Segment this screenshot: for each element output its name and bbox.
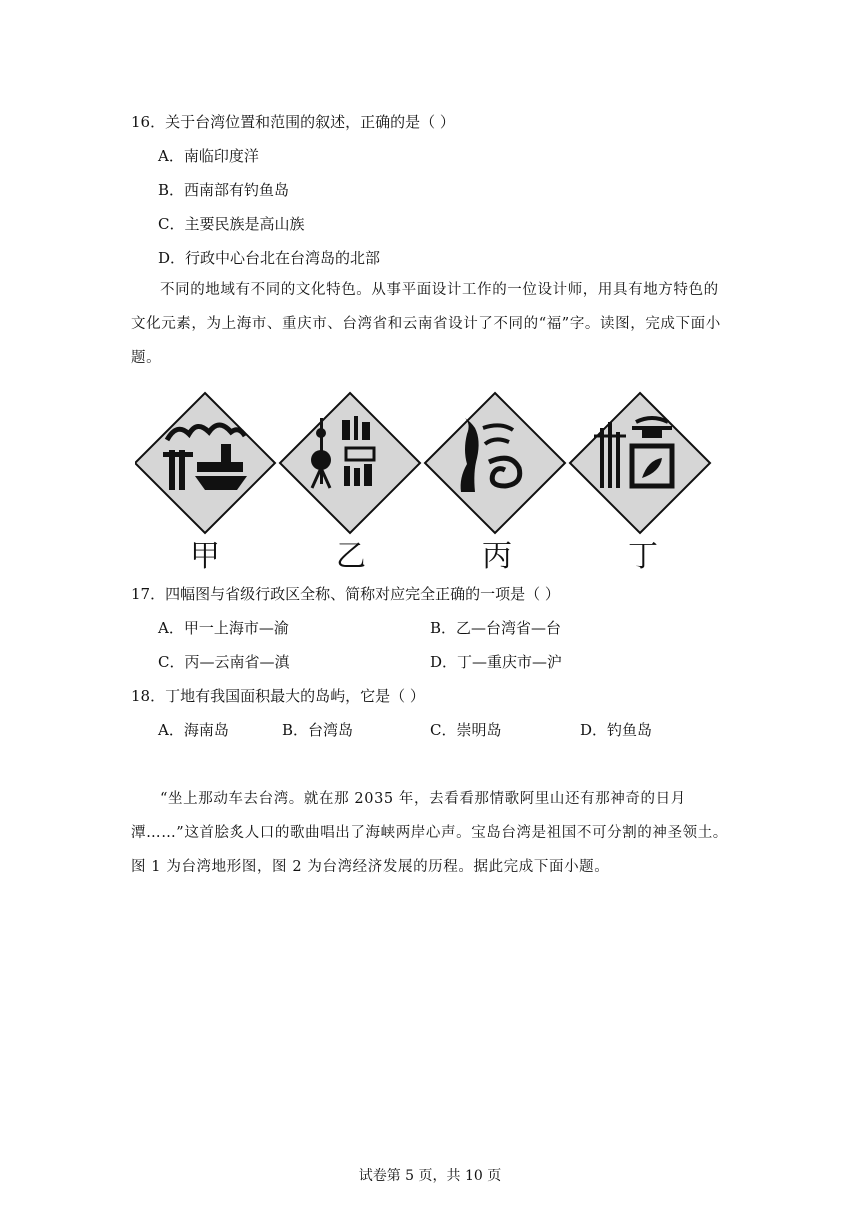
diamond-jia <box>135 393 275 533</box>
q17-option-c: C．丙—云南省—滇 <box>158 653 290 671</box>
figure-label-yi: 乙 <box>336 539 366 574</box>
figure-label-ding: 丁 <box>628 539 658 574</box>
figure-label-jia: 甲 <box>190 539 220 574</box>
diamond-yi <box>280 393 420 533</box>
q18-stem: 18．丁地有我国面积最大的岛屿，它是（ ） <box>131 687 425 705</box>
diamond-bing <box>425 393 565 533</box>
q17-option-d: D．丁—重庆市—沪 <box>430 653 563 671</box>
q18-option-d: D．钓鱼岛 <box>580 721 653 739</box>
q16-option-c: C．主要民族是高山族 <box>158 215 305 233</box>
q18-option-c: C．崇明岛 <box>430 721 502 739</box>
passage-taiwan-song: “坐上那动车去台湾。就在那 2035 年，去看看那情歌阿里山还有那神奇的日月潭……”这首脍炙人口的歌曲唱出了海峡两岸心声。宝岛台湾是祖国不可分割的神圣领土。图 1 为台湾地形图，图 2 为台湾经济发展的历程。据此完成下面小题。 <box>131 791 728 875</box>
q16-option-d: D．行政中心台北在台湾岛的北部 <box>158 249 381 267</box>
diamond-ding <box>570 393 710 533</box>
q17-stem: 17．四幅图与省级行政区全称、简称对应完全正确的一项是（ ） <box>131 585 560 603</box>
q18-option-a: A．海南岛 <box>158 721 229 739</box>
figure-label-bing: 丙 <box>482 539 512 574</box>
q17-option-b: B．乙—台湾省—台 <box>430 619 562 637</box>
passage-fu-characters: 不同的地域有不同的文化特色。从事平面设计工作的一位设计师，用具有地方特色的文化元素，为上海市、重庆市、台湾省和云南省设计了不同的“福”字。读图，完成下面小题。 <box>131 282 721 366</box>
page-footer: 试卷第 5 页，共 10 页 <box>358 1168 502 1184</box>
q18-option-b: B．台湾岛 <box>282 721 354 739</box>
q16-option-a: A．南临印度洋 <box>158 147 259 165</box>
fu-diamonds-svg <box>135 388 715 538</box>
q17-option-a: A．甲一上海市—渝 <box>158 619 289 637</box>
q16-option-b: B．西南部有钓鱼岛 <box>158 181 290 199</box>
q16-stem: 16．关于台湾位置和范围的叙述，正确的是（ ） <box>131 113 455 131</box>
